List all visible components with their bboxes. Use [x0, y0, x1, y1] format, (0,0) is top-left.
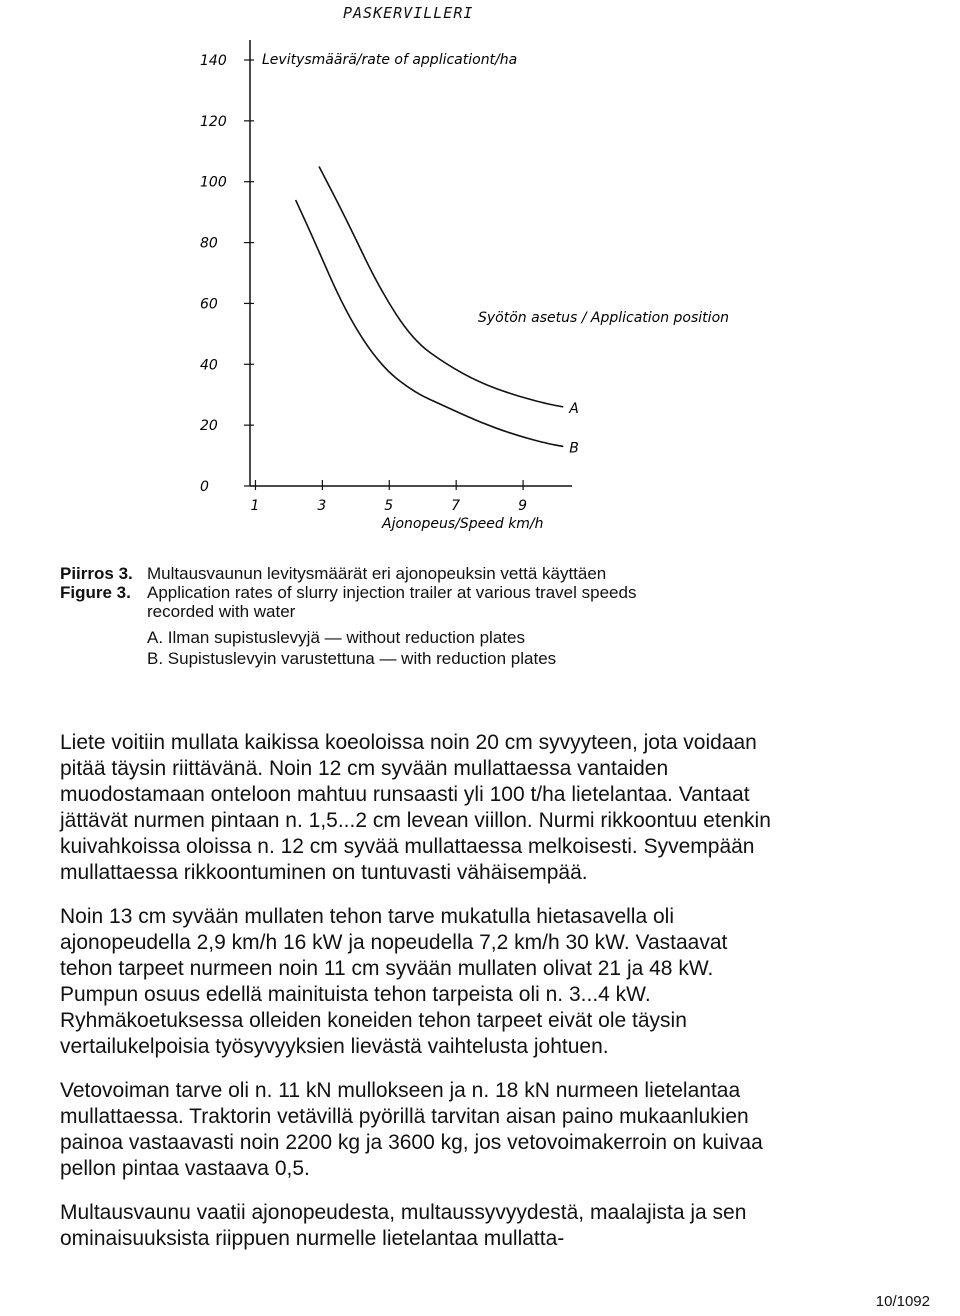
x-tick-label: 1	[250, 498, 260, 514]
caption-en-text-cont: recorded with water	[147, 602, 296, 621]
y-axis-title: Levitysmäärä/rate of applicationt/ha	[262, 52, 518, 68]
paragraph-2: Noin 13 cm syvään mullaten tehon tarve mukatulla hietasavella oli ajonopeudella 2,9 km/h 16 kW ja nopeudella 7,2 km/h 30 kW. Vastaavat tehon tarpeet nurmeen noin 11 cm syvään mullaten olivat 21 ja 48 kW. Pumpun osuus edellä mainituista tehon tarpeista oli n. 3...4 kW. Ryhmäkoetuksessa olleiden koneiden tehon tarpeet eivät ole täysin vertailukelpoisia työsyvyyksien lievästä vaihtelusta johtuen.	[60, 905, 728, 1058]
y-tick-label: 80	[200, 235, 218, 252]
caption-fi-label: Piirros 3.	[60, 564, 133, 583]
paragraph-3: Vetovoiman tarve oli n. 11 kN mullokseen ja n. 18 kN nurmeen lietelantaa mullattaessa. Traktorin vetävillä pyörillä tarvitan aisan paino mukaanlukien painoa vastaavasti noin 2200 kg ja 3600 kg, jos vetovoimakerroin on kuivaa pellon pintaa vastaava 0,5.	[60, 1079, 763, 1180]
x-axis-title: Ajonopeus/Speed km/h	[382, 516, 544, 532]
paragraph-1: Liete voitiin mullata kaikissa koeoloissa noin 20 cm syvyyteen, jota voidaan pitää täysin riittävänä. Noin 12 cm syvään mullattaessa vantaiden muodostamaan onteloon mahtuu runsaasti yli 100 t/ha lietelantaa. Vantaat jättävät nurmen pintaan n. 1,5...2 cm levean viillon. Nurmi rikkoontuu etenkin kuivahkoissa oloissa n. 12 cm syvää mullattaessa melkoisesti. Syvempään mullattaessa rikkoontuminen on tuntuvasti vähäisempää.	[60, 731, 771, 884]
x-tick-label: 7	[451, 498, 461, 514]
y-tick-label: 140	[200, 53, 227, 69]
y-tick-label: 60	[200, 296, 218, 313]
series-a-line	[319, 167, 563, 407]
chart-annotation: Syötön asetus / Application position	[478, 310, 730, 326]
series-b-label: B	[569, 440, 579, 457]
caption-legend	[60, 627, 860, 669]
caption-en-label: Figure 3.	[60, 583, 131, 602]
body-text	[60, 730, 780, 1270]
y-tick-label: 40	[200, 357, 218, 374]
legend-a: A. Ilman supistuslevyjä — without reduction plates	[147, 628, 525, 647]
caption-en-text: Application rates of slurry injection trailer at various travel speeds	[147, 583, 637, 602]
paragraph-4: Multausvaunu vaatii ajonopeudesta, multaussyvyydestä, maalajista ja sen ominaisuuksista riippuen nurmelle lietelantaa mullatta-	[60, 1201, 747, 1250]
rate-vs-speed-chart	[0, 20, 960, 560]
x-tick-label: 5	[384, 498, 394, 514]
y-tick-label: 120	[200, 113, 227, 130]
page-header: PASKERVILLERI	[343, 4, 474, 22]
y-tick-label: 0	[200, 479, 209, 495]
page-number: 10/1092	[875, 1293, 930, 1310]
x-tick-label: 3	[317, 498, 327, 514]
chart-ticks	[200, 53, 527, 514]
caption-fi-text: Multausvaunun levitysmäärät eri ajonopeuksin vettä käyttäen	[147, 564, 607, 583]
y-tick-label: 100	[200, 174, 227, 191]
series-a-label: A	[569, 400, 579, 417]
y-tick-label: 20	[200, 418, 218, 435]
chart-axes	[250, 40, 572, 486]
figure-caption	[60, 564, 860, 669]
legend-b: B. Supistuslevyin varustettuna — with reduction plates	[147, 649, 557, 668]
x-tick-label: 9	[518, 498, 528, 514]
